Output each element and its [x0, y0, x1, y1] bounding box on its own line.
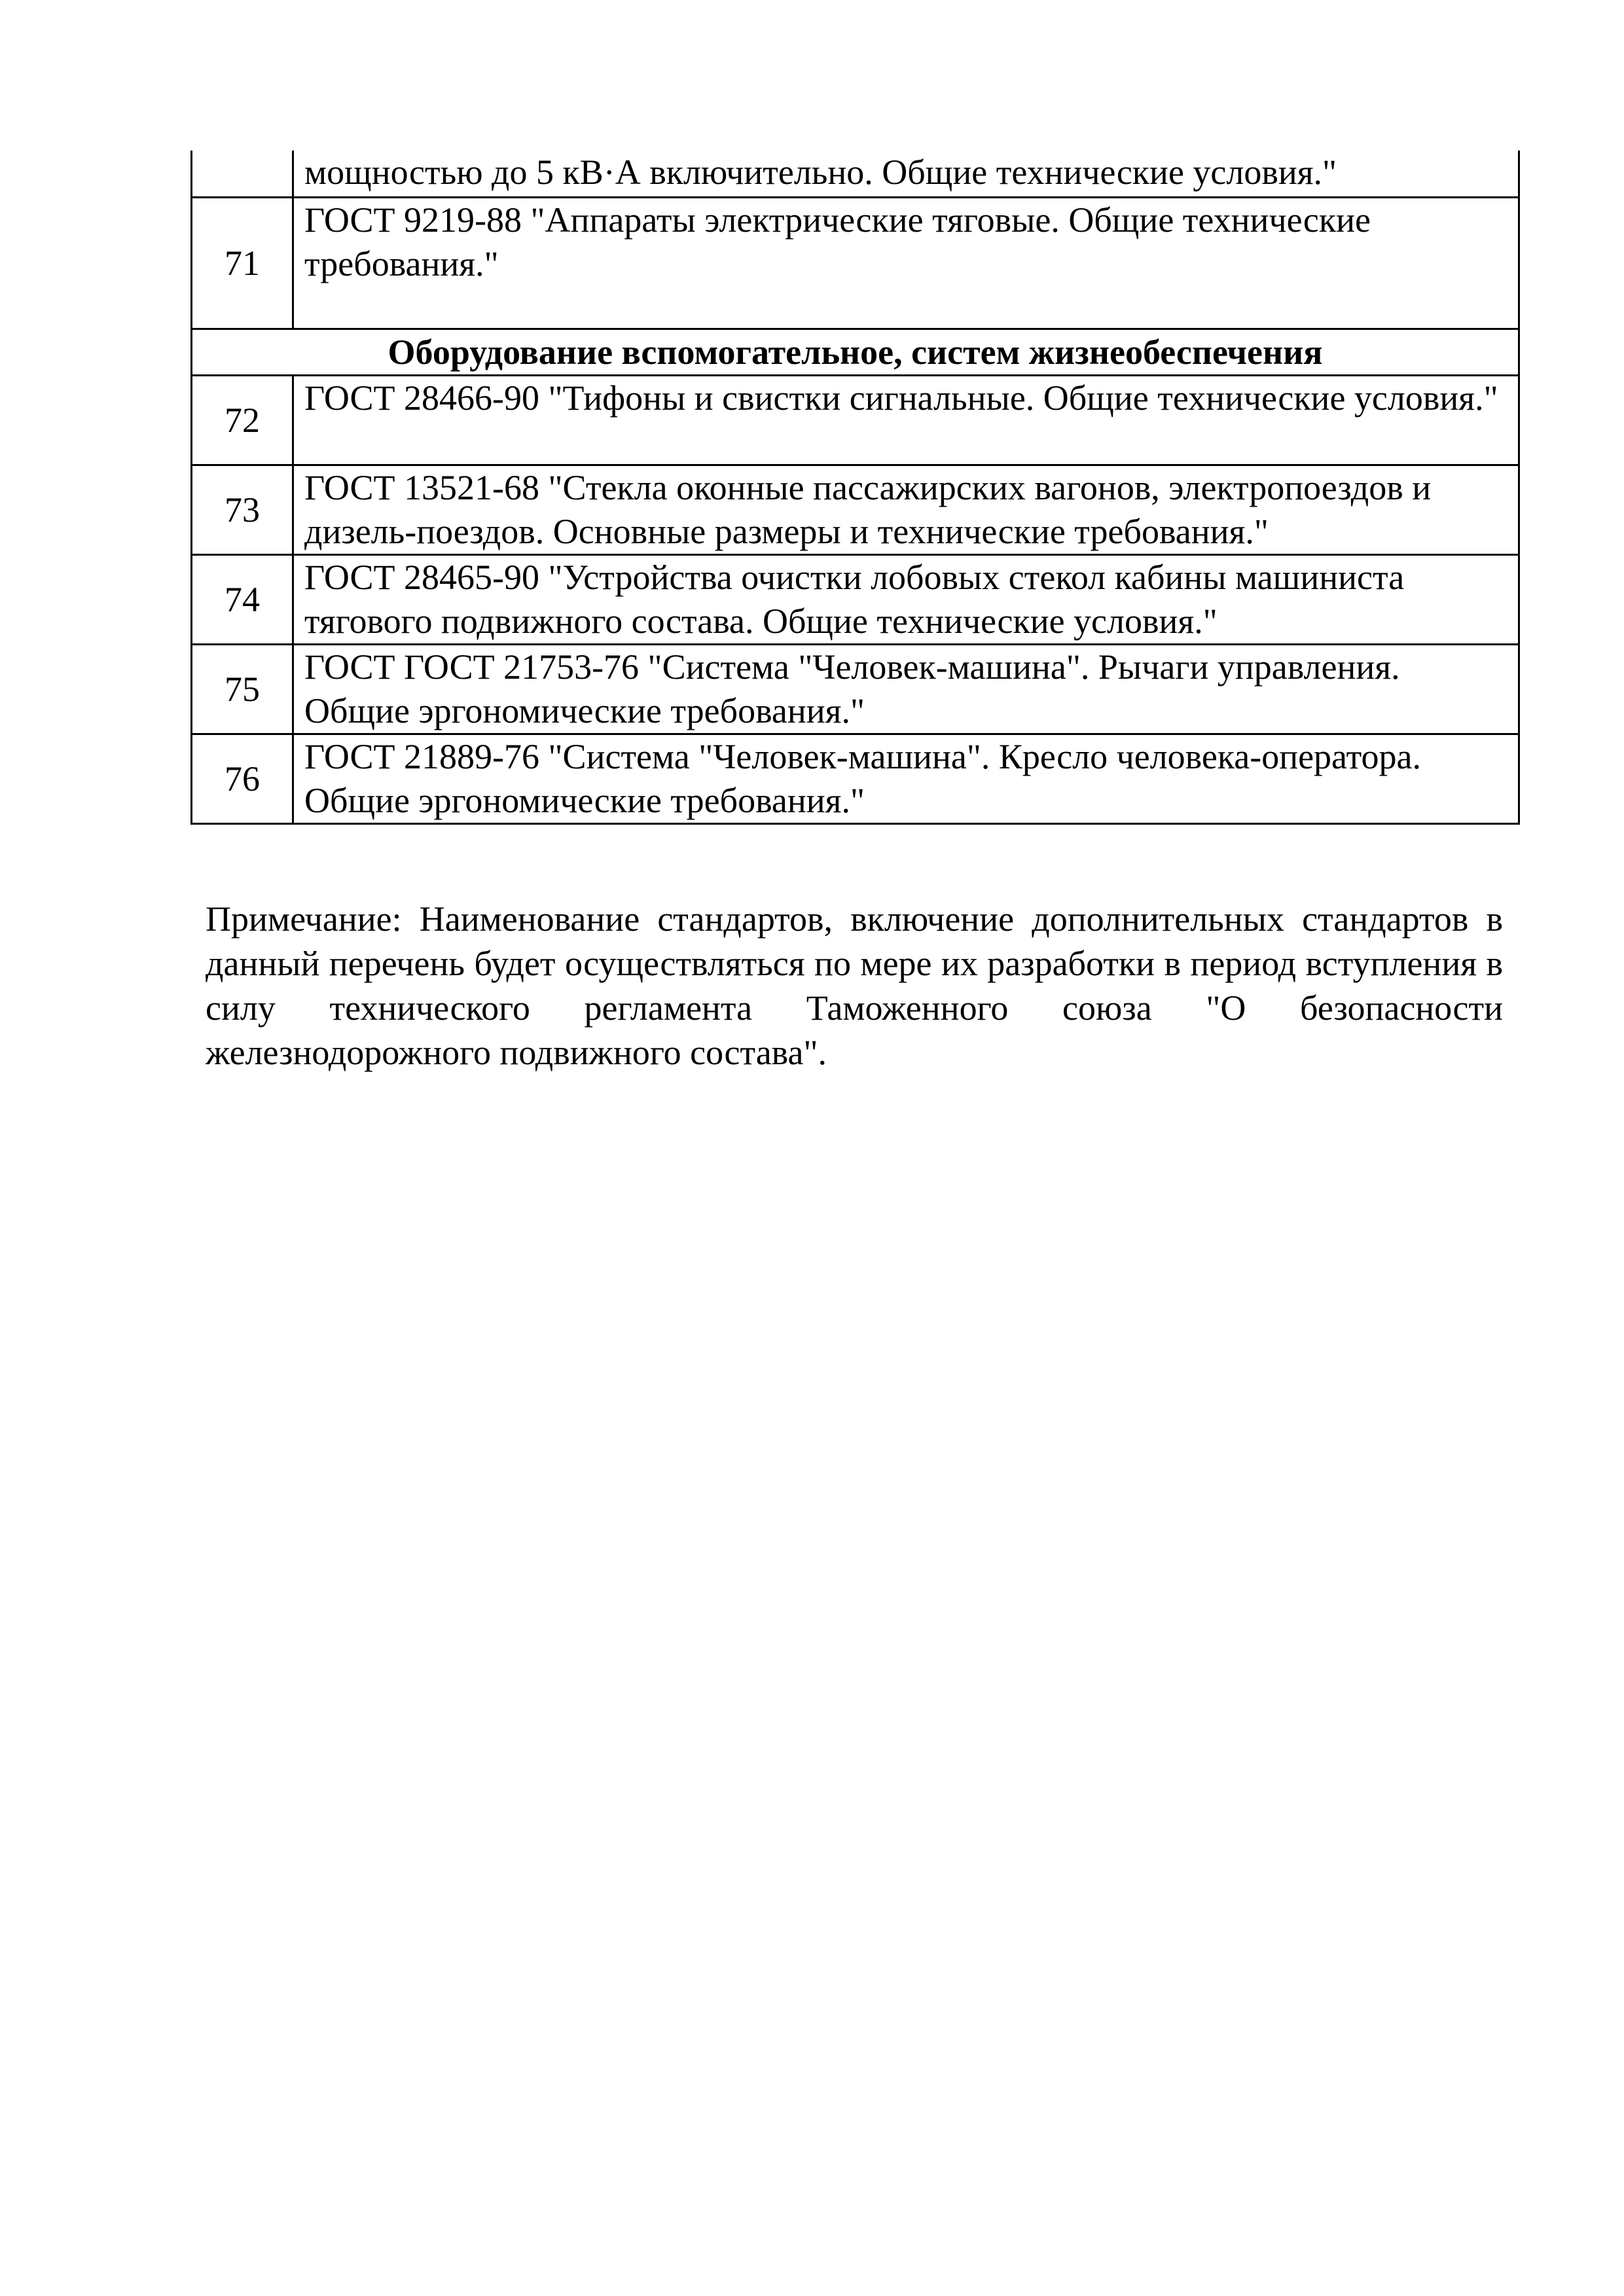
table-row — [192, 151, 1519, 198]
row-number: 75 — [192, 645, 293, 734]
section-title: Оборудование вспомогательное, систем жизнеобеспечения — [192, 329, 1519, 376]
row-standard-text: ГОСТ 9219-88 "Аппараты электрические тяговые. Общие технические требования." — [293, 198, 1519, 329]
row-number: 71 — [192, 198, 293, 329]
row-number: 72 — [192, 376, 293, 465]
note-paragraph: Примечание: Наименование стандартов, включение дополнительных стандартов в данный перечень будет осуществляться по мере их разработки в период вступления в силу технического регламента Таможенного союза "О безопасности железнодорожного подвижного состава". — [206, 899, 1503, 1072]
row-standard-text: ГОСТ 21889-76 "Система "Человек-машина". Кресло человека-оператора. Общие эргономические требования." — [293, 734, 1519, 824]
table-row — [192, 376, 1519, 465]
row-number: 74 — [192, 555, 293, 645]
table-row — [192, 734, 1519, 824]
row-standard-text: ГОСТ 28465-90 "Устройства очистки лобовых стекол кабины машиниста тягового подвижного состава. Общие технические условия." — [293, 555, 1519, 645]
row-number: 76 — [192, 734, 293, 824]
row-standard-text: ГОСТ 13521-68 "Стекла оконные пассажирских вагонов, электропоездов и дизель-поездов. Основные размеры и технические требования." — [293, 465, 1519, 555]
table-row — [192, 198, 1519, 329]
row-number — [192, 151, 293, 198]
table-row — [192, 645, 1519, 734]
row-standard-text: ГОСТ 28466-90 "Тифоны и свистки сигнальные. Общие технические условия." — [293, 376, 1519, 465]
table-row — [192, 465, 1519, 555]
row-number: 73 — [192, 465, 293, 555]
row-standard-text: ГОСТ ГОСТ 21753-76 "Система "Человек-машина". Рычаги управления. Общие эргономические требования." — [293, 645, 1519, 734]
section-header-row — [192, 329, 1519, 376]
row-standard-text: мощностью до 5 кВ·А включительно. Общие технические условия." — [293, 151, 1519, 198]
standards-table — [190, 151, 1520, 825]
table-row — [192, 555, 1519, 645]
